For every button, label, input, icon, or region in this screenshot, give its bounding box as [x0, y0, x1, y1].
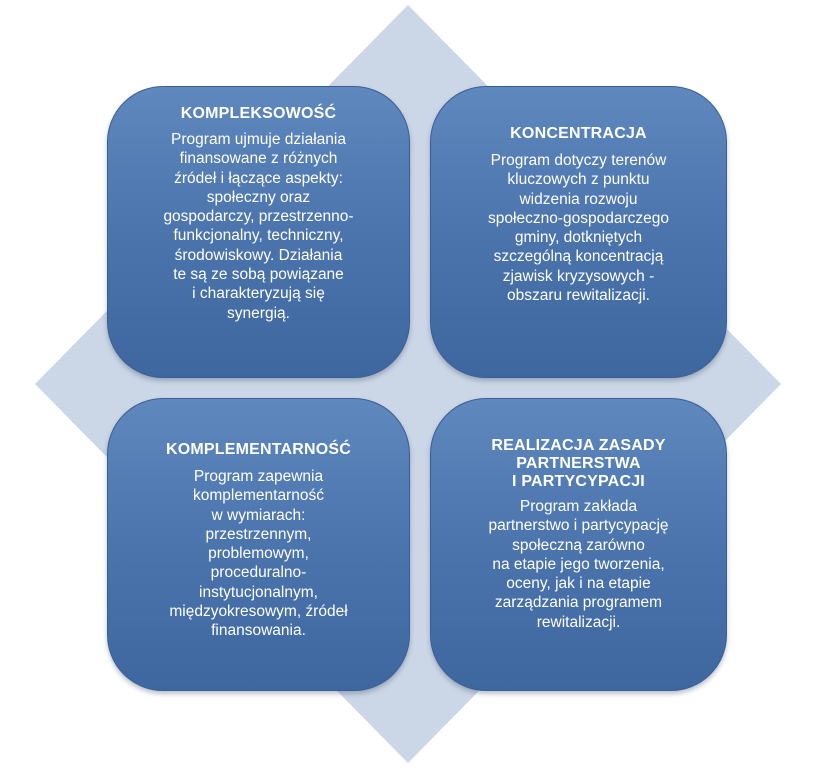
box-koncentracja: [430, 86, 727, 378]
box-title: KOMPLEKSOWOŚĆ: [180, 105, 337, 122]
box-kompleksowosc: [107, 86, 410, 378]
box-partnerstwo: [430, 398, 727, 691]
box-body: Program ujmuje działania finansowane z różnych źródeł i łączące aspekty: społeczny oraz gospodarczy, przestrzenno- funkcjonalny, techniczny, środowiskowy. Działania te są ze sobą powiązane i charakteryzują się synergią.: [163, 131, 354, 322]
box-title: KOMPLEMENTARNOŚĆ: [165, 441, 352, 458]
box-body: Program dotyczy terenów kluczowych z punktu widzenia rozwoju społeczno-gospodarczego gminy, dotkniętych szczególną koncentracją zjawisk kryzysowych - obszaru rewitalizacji.: [488, 152, 669, 305]
box-title: KONCENTRACJA: [510, 125, 647, 142]
box-title: REALIZACJA ZASADY PARTNERSTWA I PARTYCYPACJI: [491, 437, 666, 490]
box-body: Program zapewnia komplementarność w wymiarach: przestrzennym, problemowym, proceduralno- instytucjonalnym, międzyokresowym, źródeł finansowania.: [169, 468, 348, 640]
box-komplementarnosc: [107, 398, 410, 691]
box-body: Program zakłada partnerstwo i partycypację społeczną zarówno na etapie jego tworzenia, oceny, jak i na etapie zarządzania programem rewitalizacji.: [488, 498, 669, 631]
